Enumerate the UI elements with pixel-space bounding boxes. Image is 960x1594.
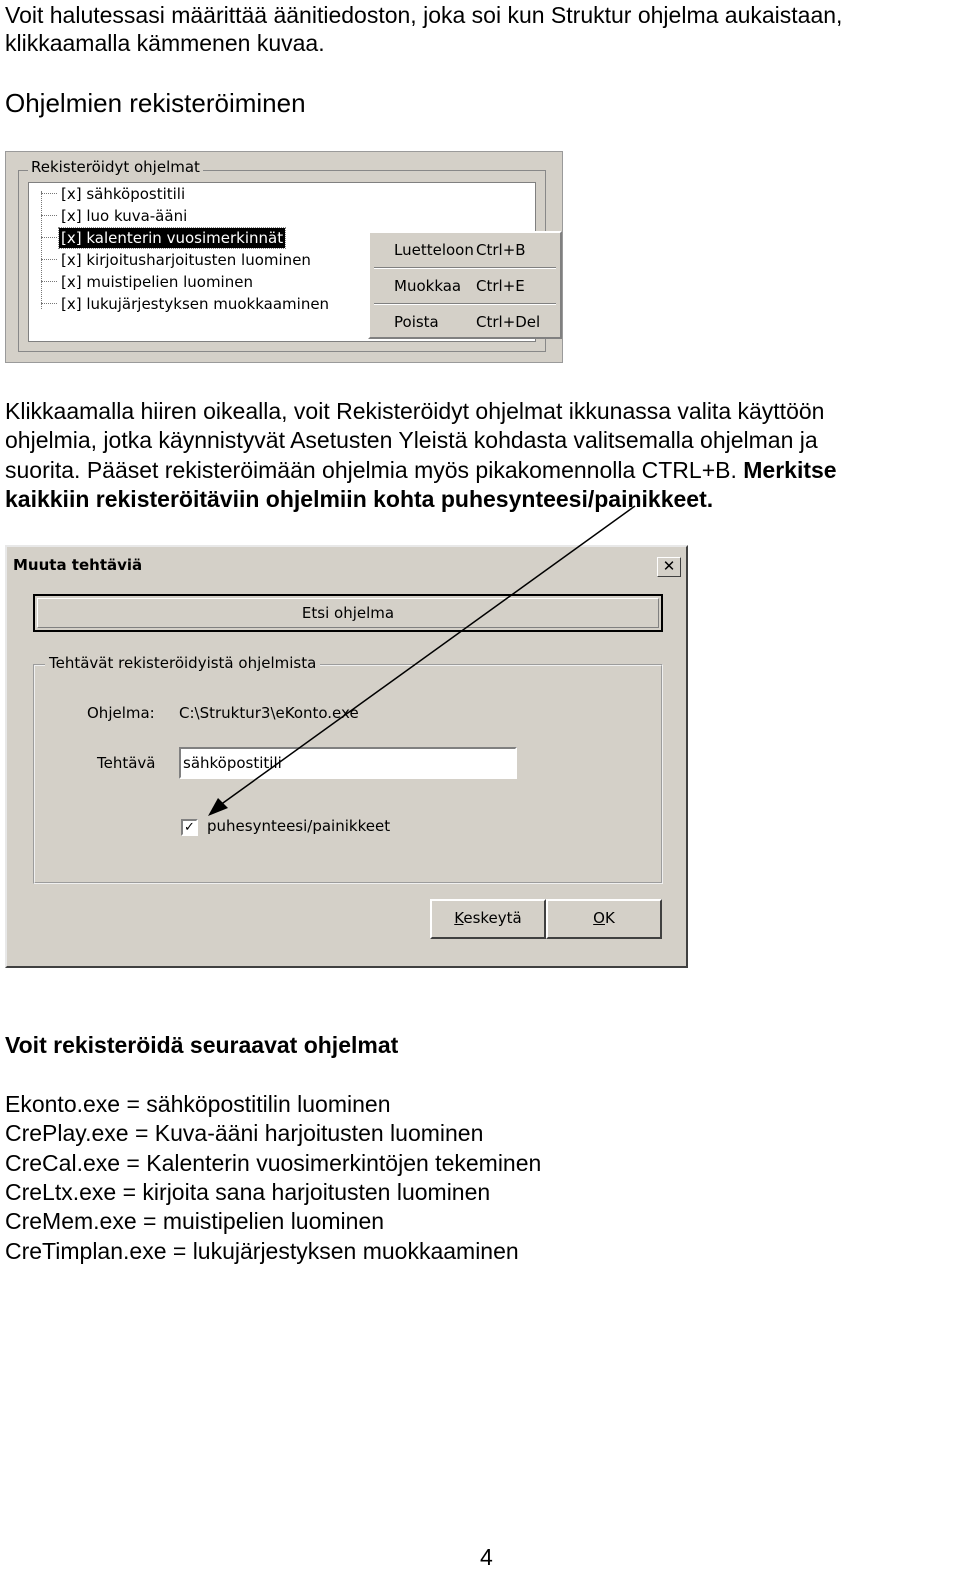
program-line: CreMem.exe = muistipelien luominen bbox=[5, 1208, 385, 1234]
menu-item-shortcut: Ctrl+Del bbox=[476, 313, 541, 331]
tree-item-luo-kuva-aani[interactable]: [x] luo kuva-ääni bbox=[61, 207, 188, 225]
task-input[interactable]: sähköpostitili bbox=[179, 747, 517, 779]
program-path: C:\Struktur3\eKonto.exe bbox=[179, 704, 359, 722]
menu-item-shortcut: Ctrl+B bbox=[476, 241, 526, 259]
program-line: CreLtx.exe = kirjoita sana harjoitusten luominen bbox=[5, 1179, 491, 1205]
speech-synthesis-checkbox[interactable]: ✓ bbox=[181, 819, 198, 836]
close-button[interactable]: ✕ bbox=[657, 557, 681, 577]
paragraph-2-line-2: ohjelmia, jotka käynnistyvät Asetusten Yleistä kohdasta valitsemalla ohjelman ja bbox=[5, 427, 818, 453]
paragraph-2-line-4: kaikkiin rekisteröitäviin ohjelmiin kohta puhesynteesi/painikkeet. bbox=[5, 486, 714, 512]
menu-item-label: Muokkaa bbox=[394, 277, 462, 295]
section-heading: Ohjelmien rekisteröiminen bbox=[5, 88, 306, 118]
program-line: CreCal.exe = Kalenterin vuosimerkintöjen tekeminen bbox=[5, 1150, 542, 1176]
programs-heading: Voit rekisteröidä seuraavat ohjelmat bbox=[5, 1032, 399, 1058]
paragraph-2-line-3-text: suorita. Pääset rekisteröimään ohjelmia myös pikakomennolla CTRL+B. bbox=[5, 457, 737, 483]
menu-item-shortcut: Ctrl+E bbox=[476, 277, 525, 295]
program-label: Ohjelma: bbox=[87, 704, 155, 722]
intro-line-2: klikkaamalla kämmenen kuvaa. bbox=[5, 30, 325, 56]
tree-item-lukujarjestys[interactable]: [x] lukujärjestyksen muokkaaminen bbox=[61, 295, 330, 313]
ok-label: K bbox=[604, 909, 615, 927]
tree-item-kalenteri[interactable]: [x] kalenterin vuosimerkinnät bbox=[61, 229, 284, 247]
task-group-title: Tehtävät rekisteröidyistä ohjelmista bbox=[45, 654, 320, 672]
program-line: CreTimplan.exe = lukujärjestyksen muokkaaminen bbox=[5, 1238, 519, 1264]
arrow-line bbox=[216, 506, 635, 808]
speech-synthesis-label: puhesynteesi/painikkeet bbox=[207, 817, 391, 835]
program-line: CrePlay.exe = Kuva-ääni harjoitusten luominen bbox=[5, 1120, 484, 1146]
intro-line-1: Voit halutessasi määrittää äänitiedoston, joka soi kun Struktur ohjelma aukaistaan, bbox=[5, 2, 843, 28]
registered-programs-title: Rekisteröidyt ohjelmat bbox=[28, 158, 203, 176]
dialog-title: Muuta tehtäviä bbox=[13, 556, 143, 574]
find-program-label: Etsi ohjelma bbox=[37, 598, 659, 628]
tree-item-sahkopostitili[interactable]: [x] sähköpostitili bbox=[61, 185, 186, 203]
ok-mnemonic: O bbox=[593, 909, 605, 927]
menu-item-label: Luetteloon bbox=[394, 241, 474, 259]
cancel-label: eskeytä bbox=[463, 909, 522, 927]
cancel-mnemonic: K bbox=[454, 909, 464, 927]
program-line: Ekonto.exe = sähköpostitilin luominen bbox=[5, 1091, 391, 1117]
paragraph-2-line-1: Klikkaamalla hiiren oikealla, voit Rekisteröidyt ohjelmat ikkunassa valita käyttöön bbox=[5, 398, 825, 424]
tree-item-muistipelit[interactable]: [x] muistipelien luominen bbox=[61, 273, 253, 291]
tree-item-kirjoitusharjoitukset[interactable]: [x] kirjoitusharjoitusten luominen bbox=[61, 251, 311, 269]
page-number: 4 bbox=[480, 1544, 493, 1570]
task-label: Tehtävä bbox=[97, 754, 156, 772]
paragraph-2-emphasis: Merkitse bbox=[743, 457, 837, 483]
menu-item-label: Poista bbox=[394, 313, 439, 331]
